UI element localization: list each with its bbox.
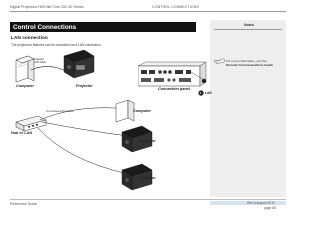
computer-tower-icon (116, 100, 134, 122)
intro-paragraph: The projector's features can be controlled via a LAN connection. (11, 43, 102, 47)
connection-panel-diagram (138, 60, 208, 90)
crossed-cable-label-1: Crossed (34, 58, 44, 61)
footer-revision: Rev A August 2012 (247, 201, 275, 205)
hub-label: Hub or LAN (11, 131, 33, 135)
crossed-cable-label-2: LAN cable (34, 61, 46, 64)
section-banner-title: Control Connections (13, 23, 77, 31)
computer-label-top: Computer (16, 84, 34, 88)
note-link[interactable]: Remote Communications Guide (226, 63, 273, 67)
computer-tower-icon (16, 56, 34, 82)
connection-panel-label: Connection panel (158, 87, 190, 91)
uncrossed-cables-label: Un-crossed LAN cables (46, 110, 74, 113)
diagram-network-connection (12, 100, 172, 196)
lan-cable-to-projector-1 (42, 122, 128, 136)
note-text-body: For more information, see the (226, 59, 267, 63)
callout-number: 1 (199, 91, 202, 95)
lan-port-icon (186, 70, 191, 74)
notes-panel (210, 20, 286, 197)
computer-label-right: Computer (133, 109, 151, 113)
projector-label-mid: Projector (139, 139, 156, 143)
projector-icon (64, 50, 94, 78)
lan-cable-to-projector-2 (38, 128, 128, 174)
page-number: page 85 (264, 206, 276, 210)
note-text (226, 59, 282, 67)
footer-title: Reference Guide (10, 202, 38, 206)
projector-label-top: Projector (76, 84, 93, 88)
header-product: Digital Projection HIGHlite Cine 330 3D Series (10, 5, 84, 9)
projector-label-bottom: Projector (139, 176, 156, 180)
pointing-hand-icon (214, 57, 225, 64)
subsection-heading: LAN connection (11, 36, 48, 41)
lan-caption: LAN (205, 91, 212, 95)
section-banner (10, 22, 196, 32)
notes-title: Notes (244, 23, 254, 27)
header-divider (10, 11, 286, 12)
header-section: CONTROL CONNECTIONS (152, 5, 199, 9)
hub-icon (16, 116, 46, 131)
